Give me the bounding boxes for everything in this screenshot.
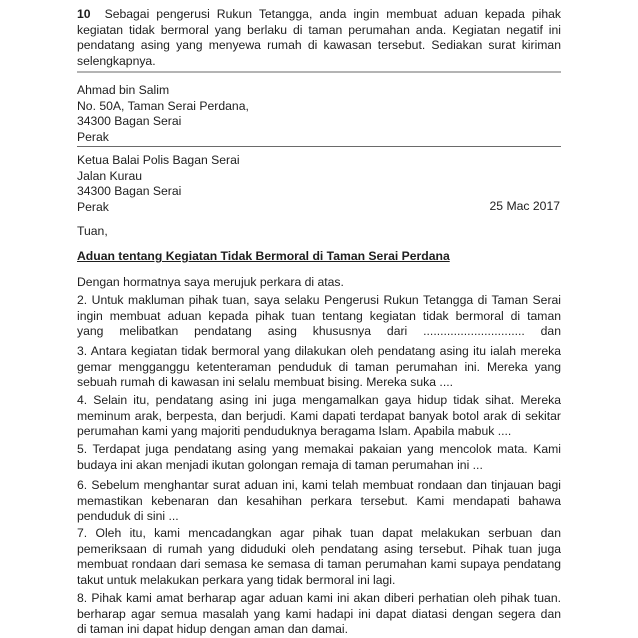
question-line: kegiatan tidak bermoral yang berlaku di taman perumahan anda. Kegiatan negatif ini <box>77 22 561 37</box>
opening-line: Dengan hormatnya saya merujuk perkara di atas. <box>77 275 344 289</box>
address-line: 34300 Bagan Serai <box>77 184 182 198</box>
paragraph-3 <box>77 344 561 391</box>
sender-address <box>77 83 561 145</box>
paragraph-2 <box>77 293 561 340</box>
address-line: Perak <box>77 199 109 214</box>
salutation: Tuan, <box>77 224 108 238</box>
text-line: meminum arak, berpesta, dan berjudi. Kami dapati terdapat banyak botol arak di sekitar <box>77 408 561 423</box>
text-line: ingin membuat aduan kepada pihak tuan tentang kegiatan tidak bermoral di taman <box>77 308 561 323</box>
text-line: 5. Terdapat juga pendatang asing yang memakai pakaian yang mencolok mata. Kami <box>77 442 561 456</box>
paragraph-4 <box>77 393 561 440</box>
paragraph-6 <box>77 478 561 525</box>
divider <box>77 146 561 147</box>
text-line: 8. Pihak kami amat berharap agar aduan kami ini akan diberi perhatian oleh pihak tuan. <box>77 591 561 605</box>
address-line: Perak <box>77 129 109 144</box>
letter-date: 25 Mac 2017 <box>489 199 560 213</box>
address-line: 34300 Bagan Serai <box>77 114 182 128</box>
text-line: 6. Sebelum menghantar surat aduan ini, kami telah membuat rondaan dan tinjauan bagi <box>77 478 561 492</box>
text-line: membuat rondaan dari semasa ke semasa di taman perumahan kami supaya pendatang <box>77 557 561 571</box>
address-line: Ahmad bin Salim <box>77 83 170 97</box>
subject-heading: Aduan tentang Kegiatan Tidak Bermoral di Taman Serai Perdana <box>77 249 450 263</box>
paragraph-7 <box>77 526 561 588</box>
text-line: 3. Antara kegiatan tidak bermoral yang dilakukan oleh pendatang asing itu ialah mereka <box>77 344 561 358</box>
text-line: sebuah rumah di kawasan ini selalu membuat bising. Mereka suka .... <box>77 375 453 389</box>
address-line: No. 50A, Taman Serai Perdana, <box>77 98 249 113</box>
text-line: memastikan kebenaran dan kesahihan perkara tersebut. Kami mendapati bahawa <box>77 493 561 508</box>
text-line: gemar mengganggu ketenteraman penduduk di taman perumahan ini. Mereka yang <box>77 359 561 374</box>
text-line: 2. Untuk makluman pihak tuan, saya selaku Pengerusi Rukun Tetangga di Taman Serai <box>77 293 561 307</box>
question-number: 10 <box>77 7 91 21</box>
question-line: 10 Sebagai pengerusi Rukun Tetangga, anda ingin membuat aduan kepada pihak <box>77 7 561 21</box>
text-line: yang melibatkan pendatang asing khususnya dari .............................. dan <box>77 324 561 338</box>
text-line: 7. Oleh itu, kami mencadangkan agar pihak tuan dapat melakukan serbuan dan <box>77 526 561 540</box>
text-line: budaya ini akan menjadi ikutan golongan remaja di taman perumahan ini ... <box>77 457 483 472</box>
text-line: di taman ini dapat hidup dengan aman dan damai. <box>77 622 349 636</box>
text-line: penduduk di sini ... <box>77 509 179 523</box>
question-line: pendatang asing yang menyewa rumah di kawasan tersebut. Sediakan surat kiriman <box>77 38 561 52</box>
recipient-address <box>77 153 561 215</box>
paragraph-8 <box>77 591 561 638</box>
text-line: pemeriksaan di rumah yang diduduki oleh pendatang asing tersebut. Pihak tuan juga <box>77 541 561 556</box>
address-line: Jalan Kurau <box>77 168 143 183</box>
paragraph-5 <box>77 442 561 473</box>
address-line: Ketua Balai Polis Bagan Serai <box>77 153 240 167</box>
text-line: 4. Selain itu, pendatang asing ini juga mengamalkan gaya hidup tidak sihat. Mereka <box>77 393 561 407</box>
question-prompt <box>77 7 561 69</box>
text-line: takut untuk melakukan perkara yang tidak bermoral ini lagi. <box>77 572 396 587</box>
divider <box>77 71 561 73</box>
text-line: berharap agar semua masalah yang kami hadapi ini dapat diatasi dengan segera dan <box>77 606 561 621</box>
text-line: perumahan kami yang majoriti penduduknya beragama Islam. Apabila mabuk .... <box>77 424 512 438</box>
question-line: selengkapnya. <box>77 53 156 68</box>
